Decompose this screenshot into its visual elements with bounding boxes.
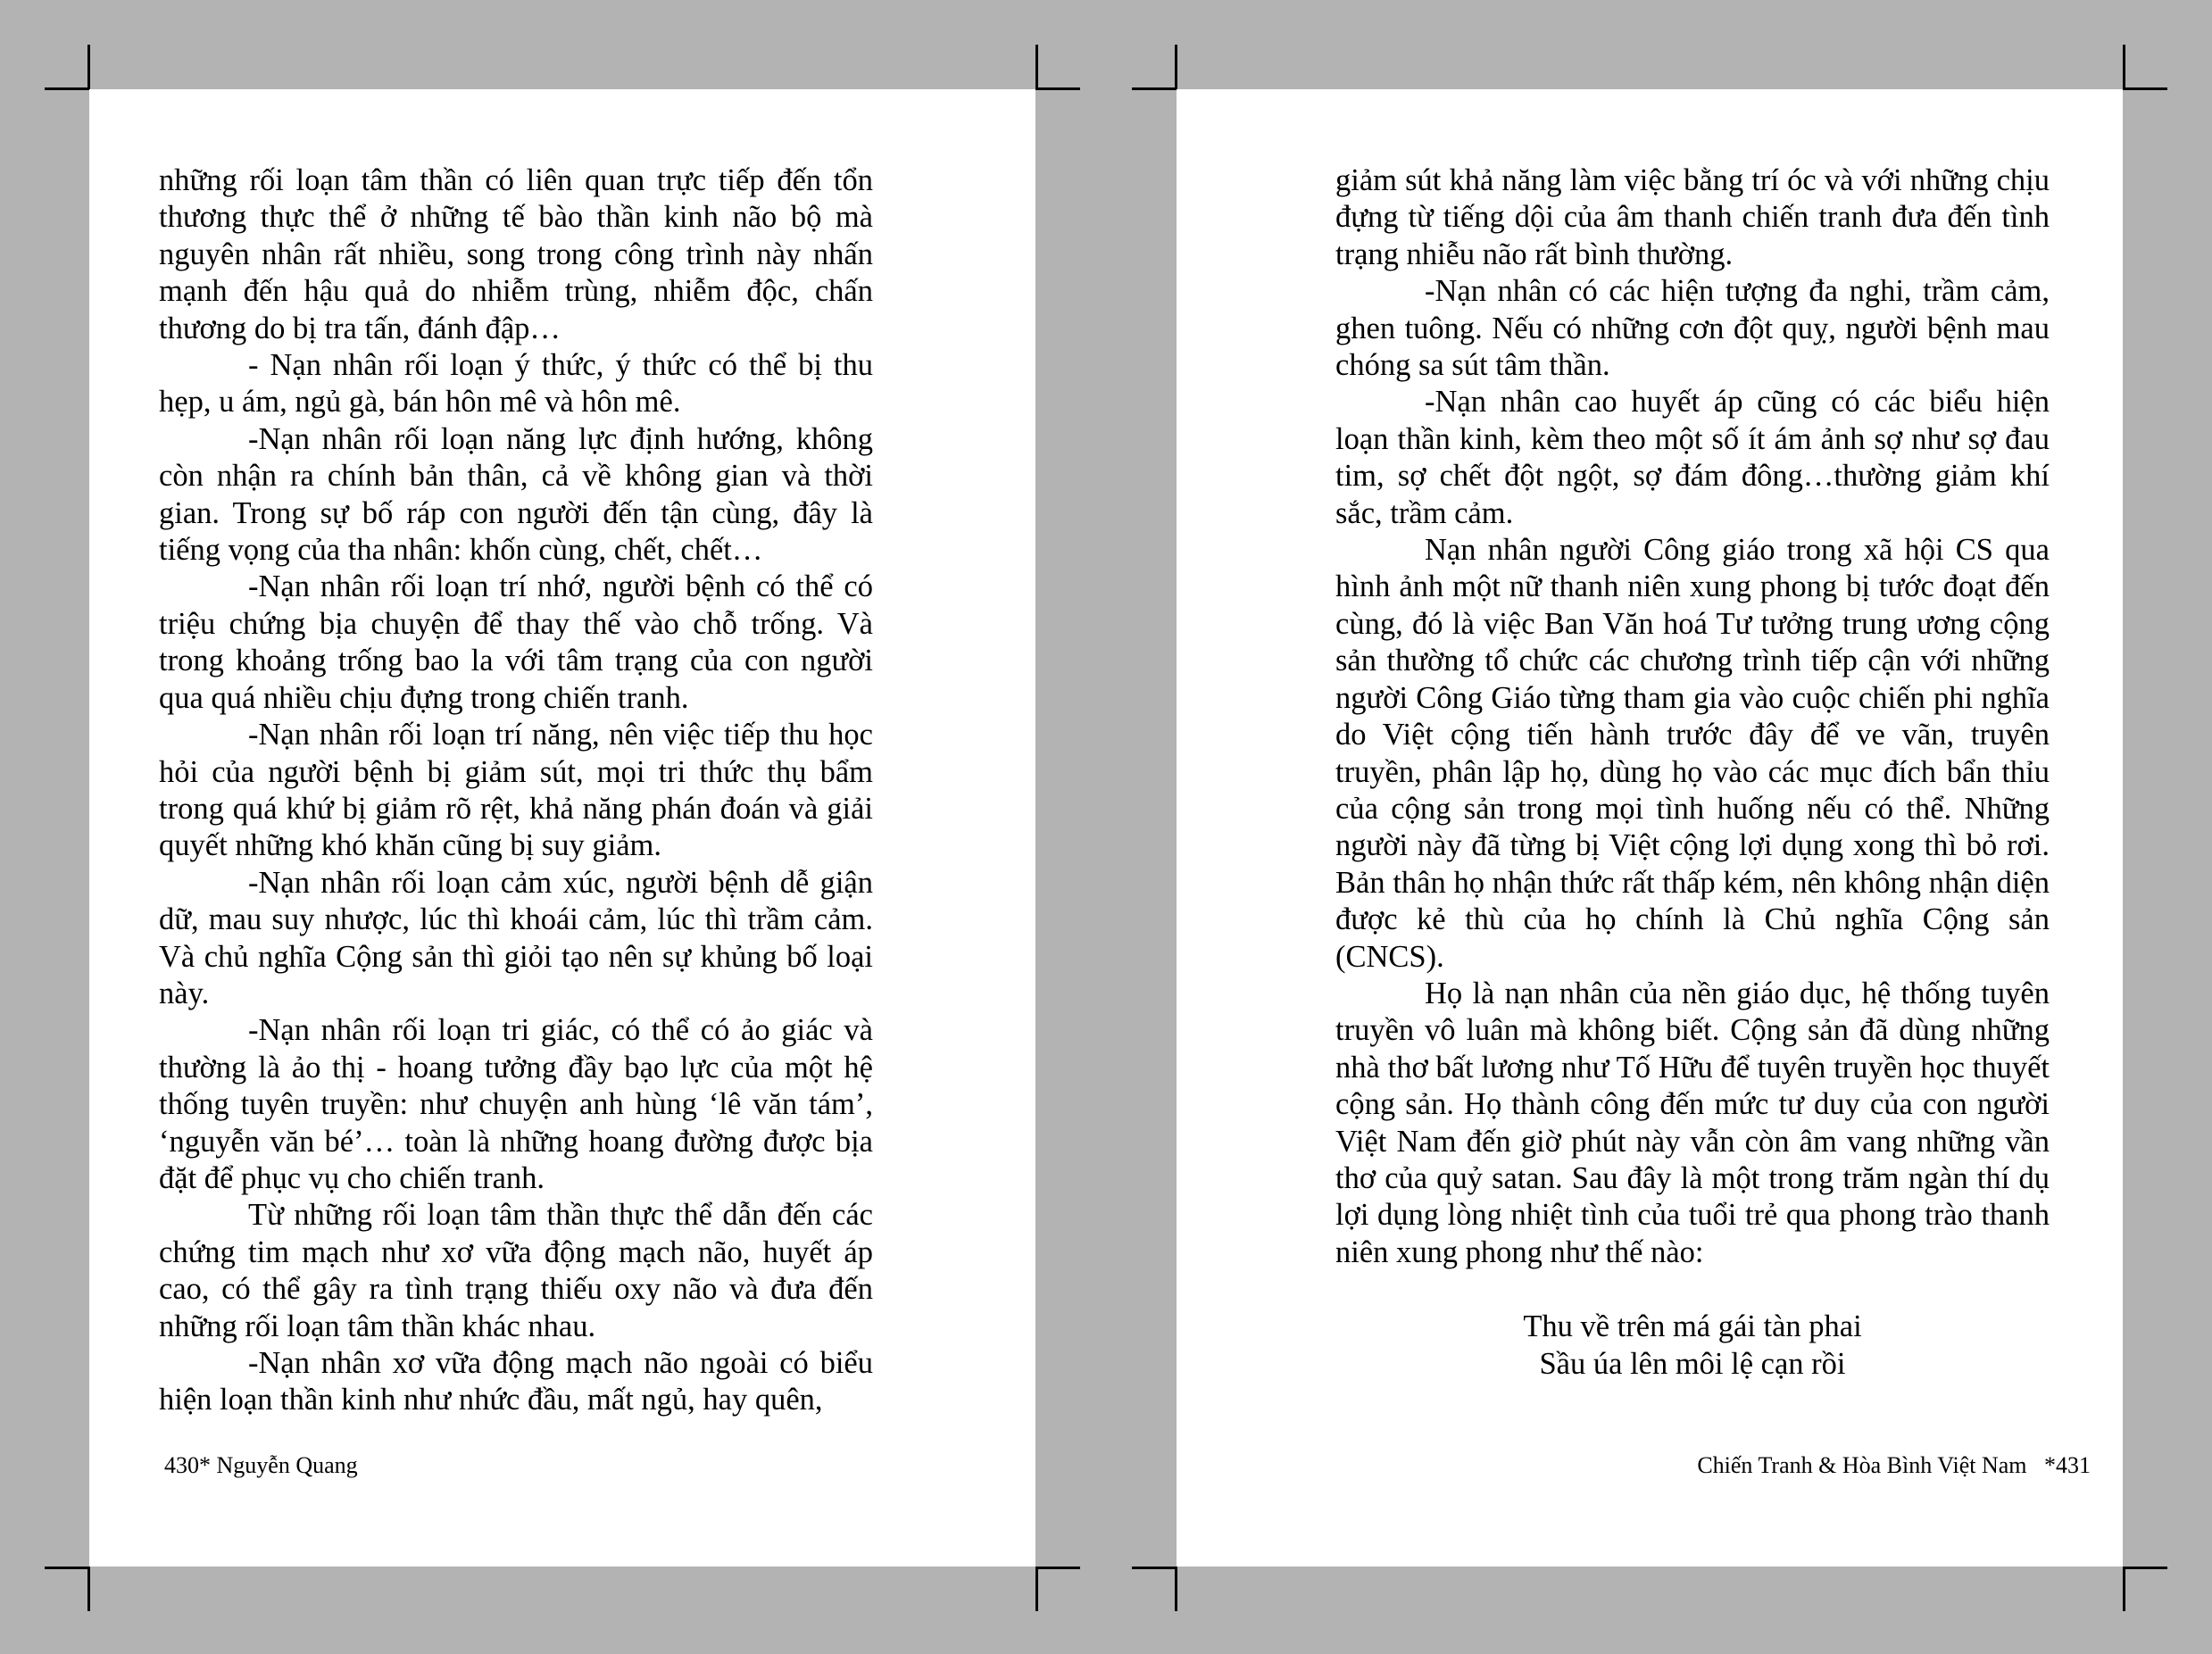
paragraph: -Nạn nhân rối loạn tri giác, có thể có ảo giác và thường là ảo thị - hoang tưởng đầy bạo lực của một hệ thống tuyên truyền: như chuyện anh hùng ‘lê văn tám’, ‘nguyễn văn bé’… toàn là những hoang đường được bịa đặt để phục vụ cho chiến tranh. (159, 1013, 873, 1195)
paragraph: Từ những rối loạn tâm thần thực thể dẫn đến các chứng tim mạch như xơ vữa động mạch não, huyết áp cao, có thể gây ra tình trạng thiếu oxy não và đưa đến những rối loạn tâm thần khác nhau. (159, 1198, 873, 1343)
paragraph: giảm sút khả năng làm việc bằng trí óc và với những chịu đựng từ tiếng dội của âm thanh chiến tranh đưa đến tình trạng nhiễu não rất bình thường. (1335, 163, 2050, 271)
crop-mark (1175, 45, 1177, 89)
crop-mark (2123, 1567, 2125, 1611)
crop-mark (1175, 1567, 1177, 1611)
left-page-body (159, 162, 873, 1419)
paragraph: Họ là nạn nhân của nền giáo dục, hệ thống tuyên truyền vô luân mà không biết. Cộng sản đã dùng những nhà thơ bất lương như Tố Hữu để tuyên truyền học thuyết cộng sản. Họ thành công đến mức tư duy của con người Việt Nam đến giờ phút này vẫn còn âm vang những vần thơ của quỷ satan. Sau đây là một trong trăm ngàn thí dụ lợi dụng lòng nhiệt tình của tuổi trẻ qua phong trào thanh niên xung phong như thế nào: (1335, 976, 2050, 1269)
crop-mark (45, 87, 89, 90)
poem-line: Sầu úa lên môi lệ cạn rồi (1539, 1346, 1846, 1381)
paragraph: - Nạn nhân rối loạn ý thức, ý thức có thể bị thu hẹp, u ám, ngủ gà, bán hôn mê và hôn mê. (159, 348, 873, 420)
crop-mark (1035, 87, 1080, 90)
paragraph: -Nạn nhân xơ vữa động mạch não ngoài có biểu hiện loạn thần kinh như nhức đầu, mất ngủ, hay quên, (159, 1346, 873, 1417)
left-page (89, 89, 1035, 1567)
crop-mark (1132, 1567, 1177, 1569)
crop-mark (1132, 87, 1177, 90)
crop-mark (1035, 1567, 1038, 1611)
paragraph: -Nạn nhân rối loạn trí nhớ, người bệnh có thể có triệu chứng bịa chuyện để thay thế vào chỗ trống. Và trong khoảng trống bao la với tâm trạng của con người qua quá nhiều chịu đựng trong chiến tranh. (159, 569, 873, 715)
crop-mark (2123, 87, 2167, 90)
poem-line: Thu về trên má gái tàn phai (1523, 1309, 1862, 1344)
page-footer-left: 430* Nguyễn Quang (164, 1452, 358, 1478)
paragraph: Nạn nhân người Công giáo trong xã hội CS qua hình ảnh một nữ thanh niên xung phong bị tước đoạt đến cùng, đó là việc Ban Văn hoá Tư tưởng trung ương cộng sản thường tổ chức các chương trình tiếp cận với những người Công Giáo từng tham gia vào cuộc chiến phi nghĩa do Việt cộng tiến hành trước đây để ve vãn, truyên truyền, phân lập họ, dùng họ vào các mục đích bẩn thỉu của cộng sản trong mọi tình huống nếu có thể. Những người này đã từng bị Việt cộng lợi dụng xong thì bỏ rơi. Bản thân họ nhận thức rất thấp kém, nên không nhận diện được kẻ thù của họ chính là Chủ nghĩa Cộng sản (CNCS). (1335, 533, 2050, 974)
paragraph: -Nạn nhân rối loạn cảm xúc, người bệnh dễ giận dữ, mau suy nhược, lúc thì khoái cảm, lúc thì trầm cảm. Và chủ nghĩa Cộng sản thì giỏi tạo nên sự khủng bố loại này. (159, 865, 873, 1010)
right-page-body (1335, 162, 2050, 1383)
paragraph: -Nạn nhân rối loạn năng lực định hướng, không còn nhận ra chính bản thân, cả về không gian và thời gian. Trong sự bố ráp con người đến tận cùng, đây là tiếng vọng của tha nhân: khốn cùng, chết, chết… (159, 421, 873, 568)
crop-mark (1035, 45, 1038, 89)
crop-mark (45, 1567, 89, 1569)
right-page (1177, 89, 2123, 1567)
paragraph: -Nạn nhân rối loạn trí năng, nên việc tiếp thu học hỏi của người bệnh bị giảm sút, mọi tri thức thụ bẩm trong quá khứ bị giảm rõ rệt, khả năng phán đoán và giải quyết những khó khăn cũng bị suy giảm. (159, 718, 873, 863)
paragraph: -Nạn nhân cao huyết áp cũng có các biểu hiện loạn thần kinh, kèm theo một số ít ám ảnh sợ như sợ đau tim, sợ chết đột ngột, sợ đám đông…thường giảm khí sắc, trầm cảm. (1335, 385, 2050, 530)
crop-mark (2123, 45, 2125, 89)
page-footer-right: Chiến Tranh & Hòa Bình Việt Nam *431 (1697, 1452, 2091, 1478)
crop-mark (1035, 1567, 1080, 1569)
crop-mark (87, 45, 90, 89)
poem (1335, 1309, 2050, 1383)
crop-mark (87, 1567, 90, 1611)
paragraph: những rối loạn tâm thần có liên quan trực tiếp đến tổn thương thực thể ở những tế bào thần kinh não bộ mà nguyên nhân rất nhiều, song trong công trình này nhấn mạnh đến hậu quả do nhiễm trùng, nhiễm độc, chấn thương do bị tra tấn, đánh đập… (159, 163, 873, 345)
paragraph: -Nạn nhân có các hiện tượng đa nghi, trầm cảm, ghen tuông. Nếu có những cơn đột quỵ, người bệnh mau chóng sa sút tâm thần. (1335, 274, 2050, 383)
crop-mark (2123, 1567, 2167, 1569)
